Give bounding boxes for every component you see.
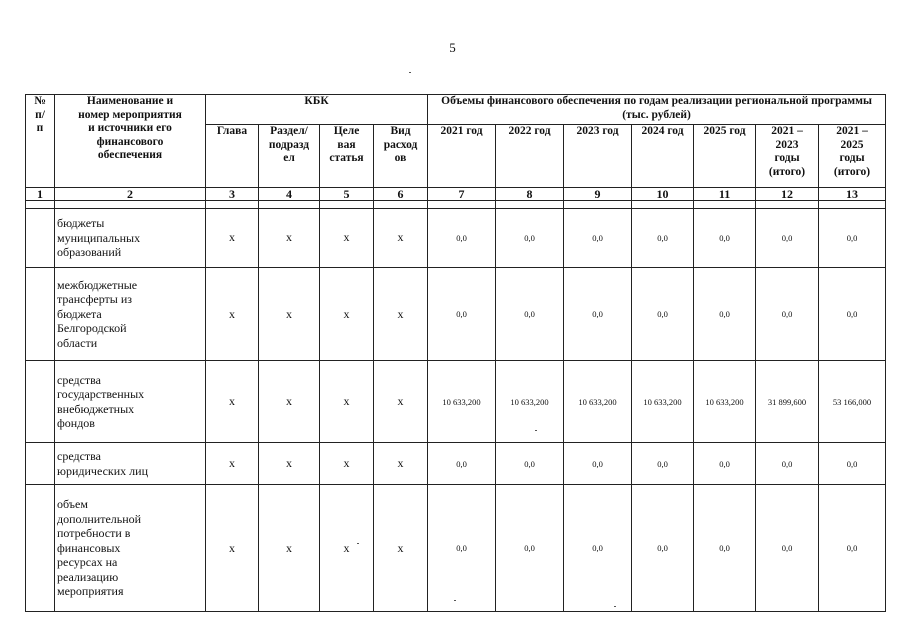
value-total-2021-2025: 0,0 [819, 443, 886, 485]
header-year-2025: 2025 год [694, 125, 756, 188]
value-2022: 10 633,200 [496, 360, 564, 442]
value-total-2021-2023: 0,0 [756, 268, 819, 361]
value-2021: 0,0 [428, 208, 496, 268]
header-total-2021-2023: 2021 – 2023 годы (итого) [756, 125, 819, 188]
value-total-2021-2023: 0,0 [756, 485, 819, 612]
value-total-2021-2023: 0,0 [756, 443, 819, 485]
kbk-glava: х [206, 485, 259, 612]
kbk-vid: х [374, 268, 428, 361]
column-number: 12 [756, 188, 819, 201]
empty-cell [55, 201, 206, 208]
row-number-cell [26, 443, 55, 485]
value-2023: 0,0 [564, 268, 632, 361]
header-year-2022: 2022 год [496, 125, 564, 188]
value-2025: 0,0 [694, 208, 756, 268]
value-2024: 0,0 [632, 443, 694, 485]
kbk-razdel: х [259, 485, 320, 612]
header-year-2024: 2024 год [632, 125, 694, 188]
column-number: 7 [428, 188, 496, 201]
kbk-razdel: х [259, 268, 320, 361]
header-name: Наименование и номер мероприятия и источники его финансового обеспечения [55, 95, 206, 188]
header-year-2023: 2023 год [564, 125, 632, 188]
value-2024: 0,0 [632, 268, 694, 361]
kbk-vid: х [374, 485, 428, 612]
kbk-vid: х [374, 360, 428, 442]
value-2025: 10 633,200 [694, 360, 756, 442]
kbk-razdel: х [259, 443, 320, 485]
kbk-razdel: х [259, 360, 320, 442]
spacer-row [26, 201, 886, 208]
value-total-2021-2025: 0,0 [819, 485, 886, 612]
column-number: 4 [259, 188, 320, 201]
value-2022: 0,0 [496, 208, 564, 268]
empty-cell [632, 201, 694, 208]
value-total-2021-2025: 53 166,000 [819, 360, 886, 442]
empty-cell [819, 201, 886, 208]
value-total-2021-2023: 31 899,600 [756, 360, 819, 442]
table-row [26, 268, 886, 361]
value-2021: 0,0 [428, 485, 496, 612]
column-number: 6 [374, 188, 428, 201]
value-2023: 0,0 [564, 485, 632, 612]
kbk-tselevaya: х [320, 208, 374, 268]
row-number-cell [26, 485, 55, 612]
header-year-2021: 2021 год [428, 125, 496, 188]
value-2024: 0,0 [632, 208, 694, 268]
empty-cell [496, 201, 564, 208]
value-total-2021-2025: 0,0 [819, 268, 886, 361]
value-2023: 0,0 [564, 208, 632, 268]
financing-table [25, 94, 886, 612]
kbk-tselevaya: х [320, 443, 374, 485]
row-number-cell [26, 360, 55, 442]
value-2024: 10 633,200 [632, 360, 694, 442]
funding-source-label: бюджеты муниципальных образований [55, 208, 206, 268]
header-glava: Глава [206, 125, 259, 188]
kbk-vid: х [374, 443, 428, 485]
page-number: 5 [449, 40, 456, 55]
value-2023: 10 633,200 [564, 360, 632, 442]
column-number: 1 [26, 188, 55, 201]
header-total-2021-2025: 2021 – 2025 годы (итого) [819, 125, 886, 188]
column-number: 8 [496, 188, 564, 201]
header-volumes: Объемы финансового обеспечения по годам реализации региональной программы (тыс. рублей) [428, 95, 886, 125]
kbk-glava: х [206, 268, 259, 361]
row-number-cell [26, 268, 55, 361]
empty-cell [756, 201, 819, 208]
empty-cell [428, 201, 496, 208]
column-number: 10 [632, 188, 694, 201]
row-number-cell [26, 208, 55, 268]
table-row [26, 208, 886, 268]
funding-source-label: средства государственных внебюджетных фондов [55, 360, 206, 442]
scan-speck [409, 72, 411, 73]
empty-cell [259, 201, 320, 208]
empty-cell [374, 201, 428, 208]
kbk-vid: х [374, 208, 428, 268]
value-2021: 0,0 [428, 268, 496, 361]
value-2022: 0,0 [496, 443, 564, 485]
column-number: 13 [819, 188, 886, 201]
funding-source-label: средства юридических лиц [55, 443, 206, 485]
value-total-2021-2025: 0,0 [819, 208, 886, 268]
value-2025: 0,0 [694, 268, 756, 361]
kbk-glava: х [206, 443, 259, 485]
value-2021: 0,0 [428, 443, 496, 485]
value-2024: 0,0 [632, 485, 694, 612]
kbk-tselevaya: х [320, 268, 374, 361]
kbk-tselevaya: х [320, 360, 374, 442]
header-vid: Вид расход ов [374, 125, 428, 188]
table-row [26, 485, 886, 612]
header-razdel: Раздел/ подразд ел [259, 125, 320, 188]
column-number: 9 [564, 188, 632, 201]
empty-cell [564, 201, 632, 208]
empty-cell [320, 201, 374, 208]
value-2022: 0,0 [496, 485, 564, 612]
column-number-row [26, 188, 886, 201]
empty-cell [694, 201, 756, 208]
value-2023: 0,0 [564, 443, 632, 485]
value-2021: 10 633,200 [428, 360, 496, 442]
kbk-glava: х [206, 360, 259, 442]
value-2022: 0,0 [496, 268, 564, 361]
value-total-2021-2023: 0,0 [756, 208, 819, 268]
funding-source-label: межбюджетные трансферты из бюджета Белгородской области [55, 268, 206, 361]
kbk-tselevaya: х [320, 485, 374, 612]
funding-source-label: объем дополнительной потребности в финансовых ресурсах на реализацию мероприятия [55, 485, 206, 612]
empty-cell [206, 201, 259, 208]
value-2025: 0,0 [694, 485, 756, 612]
table-row [26, 360, 886, 442]
kbk-razdel: х [259, 208, 320, 268]
column-number: 3 [206, 188, 259, 201]
table-row [26, 443, 886, 485]
empty-cell [26, 201, 55, 208]
header-number: № п/ п [26, 95, 55, 188]
header-tselevaya: Целе вая статья [320, 125, 374, 188]
kbk-glava: х [206, 208, 259, 268]
header-kbk: КБК [206, 95, 428, 125]
column-number: 5 [320, 188, 374, 201]
column-number: 2 [55, 188, 206, 201]
value-2025: 0,0 [694, 443, 756, 485]
column-number: 11 [694, 188, 756, 201]
